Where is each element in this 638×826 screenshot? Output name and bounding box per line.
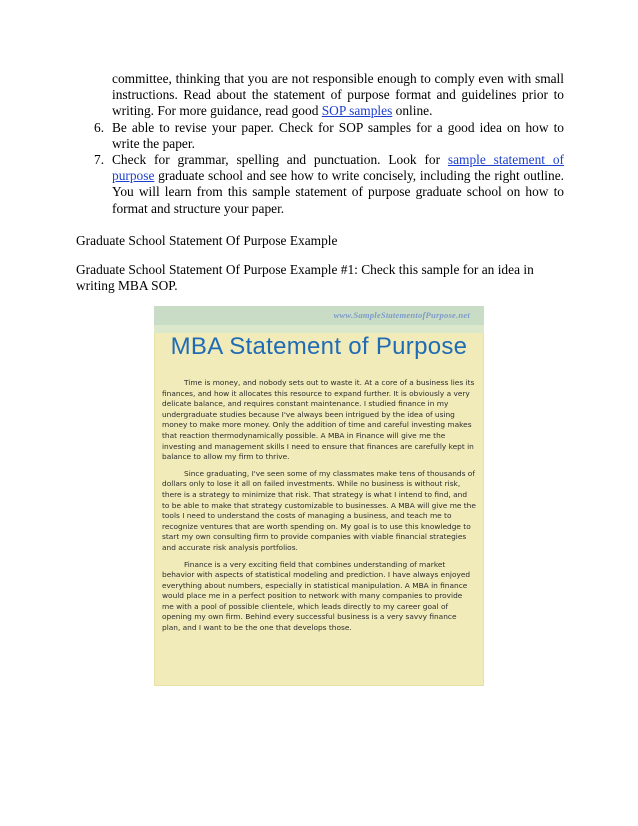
sample-site-watermark: www.SampleStatementofPurpose.net (333, 310, 470, 320)
list-item (76, 152, 564, 217)
sample-paragraph: Since graduating, I've seen some of my classmates make tens of thousands of dollars only to lose it all on failed investments. While no business is without risk, there is a strategy to minimize that risk. That strategy is what I intend to find, and to be able to make that strategy customizable to businesses. A MBA will give me the tools I need to understand the costs of managing a business, and teach me to recognize ventures that are worth spending on. My goal is to use this knowledge to start my own consulting firm to provide companies with viable financial strategies and accurate risk analysis portfolios. (162, 468, 476, 552)
sample-title: MBA Statement of Purpose (170, 333, 468, 360)
list-item (76, 120, 564, 152)
sop-samples-link[interactable]: SOP samples (321, 103, 393, 119)
list-item-text-before: committee, thinking that you are not responsible enough to comply even with small instructions. Read about the statement of purpose format and guidelines prior to writing. For more guidance, read good (112, 71, 564, 119)
sample-paragraph: Time is money, and nobody sets out to waste it. At a core of a business lies its finances, and how it allocates this resource to expand further. It is obviously a very delicate balance, and requires constant maintenance. I studied finance in my undergraduate studies because I've always been intrigued by the idea of using money to make more money. Only the addition of time and careful investing makes that reaction thermodynamically possible. A MBA in Finance will give me the investing and management skills I need to ensure that finances are carefully kept in balance to allow my firm to thrive. (162, 378, 475, 462)
intro-paragraph: Graduate School Statement Of Purpose Example #1: Check this sample for an idea in writing MBA SOP. (76, 262, 534, 294)
list-item-text: Be able to revise your paper. Check for SOP samples for a good idea on how to write the paper. (112, 119, 564, 151)
list-item-number: 6. (94, 119, 105, 135)
tips-list (76, 71, 564, 217)
sample-statement-link[interactable]: sample statement of purpose (112, 152, 564, 184)
list-item-number: 7. (94, 152, 105, 168)
section-heading: Graduate School Statement Of Purpose Example (76, 233, 338, 248)
list-item-text-before: Check for grammar, spelling and punctuation. Look for (112, 152, 448, 168)
sample-paragraph: Finance is a very exciting field that combines understanding of market behavior with aspects of statistical modeling and prediction. I have always enjoyed everything about numbers, especially in statistical manipulation. A MBA in finance would place me in a perfect position to network with many companies to provide me with a pool of possible clientele, which leads directly to my career goal of opening my own firm. Behind every successful business is a very savvy finance plan, and I want to be the one that develops those. (162, 559, 471, 633)
sample-body (162, 378, 476, 640)
list-item (76, 71, 564, 120)
sample-header-band-light (154, 325, 484, 333)
sample-sop-image (154, 306, 484, 686)
list-item-text-after: graduate school and see how to write concisely, including the right outline. You will learn from this sample statement of purpose graduate school on how to format and structure your paper. (112, 168, 564, 216)
list-item-text-after: online. (392, 103, 433, 119)
